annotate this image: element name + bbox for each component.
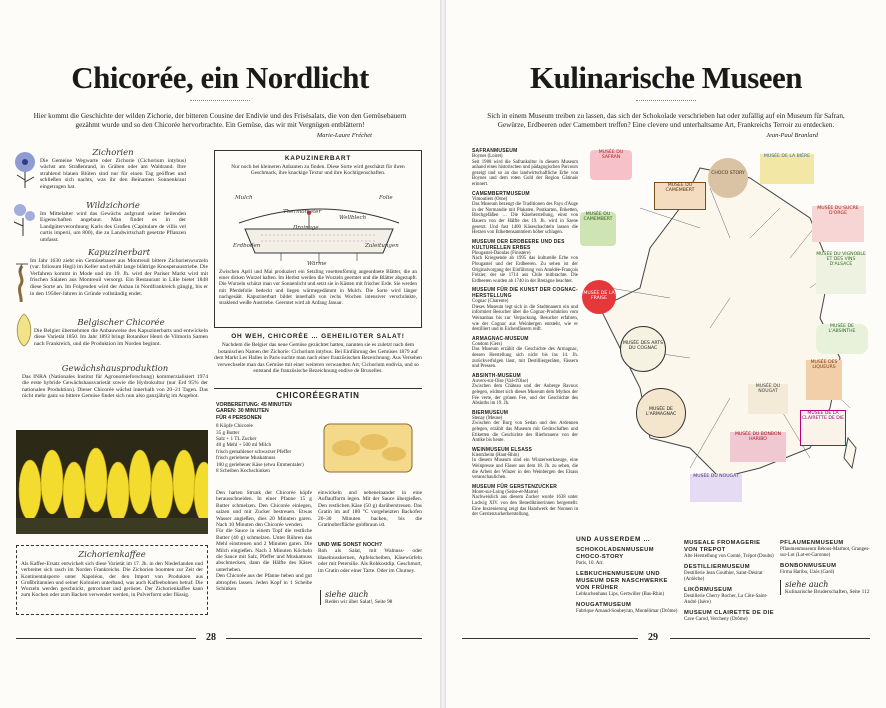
extra-name: DESTILLIERMUSEUM xyxy=(684,564,750,570)
intro-text: Sich in einem Museum treiben zu lassen, das sich der Schokolade verschrieben hat oder zufällig auf ein Museum für Safran, Gewürze, Erdbeeren oder Camembert treffen? Eine clevere und unterhaltsame Art, Frankreichs Terroir zu entdecken. xyxy=(487,112,845,129)
extra-name: MUSEALE FROMAGERIE VON TREPOT xyxy=(684,540,761,553)
label-thermometer: Thermometer xyxy=(283,209,322,215)
label-folie: Folie xyxy=(379,195,393,201)
extra-loc: Alte Herstellung von Comté, Trépot (Doubs) xyxy=(684,554,774,559)
box-zichorienkaffee xyxy=(16,545,208,615)
gratin-dish-sketch xyxy=(318,402,418,486)
map-label-absinthe: MUSÉE DE L'ABSINTHE xyxy=(816,324,868,354)
museum-location: Condom (Gers) xyxy=(472,341,502,347)
map-label-liqueurs: MUSÉE DES LIQUEURS xyxy=(806,360,842,400)
section-title: Zichorienkaffee xyxy=(78,550,146,560)
museum-desc: Nach Kriegsende ab 1995 das kulturelle Erbe von Plougastel und der Erdbeeren. Zu sehen ist der Originalvorgang der Einführung von Amédée-François Frézier, der sie 1714 aus Chile mitbrachte. Die Erdbeeren wurden ab 1740 in der Bretagne beachtet. xyxy=(472,256,578,284)
extra-name: LEBKUCHENMUSEUM UND MUSEUM DER NASCHWERKE VON FRÜHER xyxy=(576,571,668,591)
label-waerme: Wärme xyxy=(307,261,327,267)
ingredient: 35 g Butter xyxy=(216,429,240,436)
page-number-right: 29 xyxy=(648,632,658,643)
section-text: Das INRA (Nationales Institut für Agronomieforschung) kommerzialisiert 1974 die erste hybride Gewächshausvarietät sowie die Hydrokultur (nur Erd 95% der nationalen Produktion). Dieser Chicorée wächst innerhalb von 20–21 Tagen. Das nicht mehr ganz so bittere Gemüse findet sich nun also ganzjährig im Angebot. xyxy=(22,373,208,400)
intro-left xyxy=(28,112,412,140)
box-text-2: Zwischen April und Mai produziert ein Setzling rosettenförmig angeordnete Blätter, die an einer dicken Wurzel haften. Im Herbst werden die Wurzeln geerntet und die Blätter abgezupft. Die Wurzeln schützt man vor Sonnenlicht und setzt sie in Kästen mit frischer Erde. Sie werden mit Pferdefolie bedeckt und liegen wärmegedämmt in Mulch. Die Sorte wird länger nachgesäät. Kapuzinerbart bildet innerhalb von rechs Wochen intensiver verschränkte, straklend weiße Austriebe. Geerntet wird ab Anfang Januar. xyxy=(219,269,417,307)
ingredient: 8 Köpfe Chicorée xyxy=(216,423,253,430)
museum-name: ABSINTH-MUSEUM xyxy=(472,372,521,379)
museum-entry xyxy=(472,373,578,407)
section-text: Als Kaffee-Ersatz entwickelt sich diese Varietät im 17. Jh. in den Niederlanden und verbreitet sich rasch im Norden Frankreichs. Die Zichorien boomten zur Zeit der Kontinentalsperre unter Napoléon, der den Import von Produkten aus Großbritannien und seiner Kolonien unterband, was auch Kaffeebohnen betraf. Die Wurzeln werden geschnickt, getrocknet und geröstet. Der Zichorienkaffee kann zum Kochen oder zum Backen verwendet werden, in Pulverform oder flüssig. xyxy=(21,561,203,599)
museum-name: WEINMUSEUM ELSASS xyxy=(472,446,533,453)
tip-title: UND WIE SONST NOCH? xyxy=(318,542,383,548)
section-text: Die Gemeine Wegwarte oder Zichorie (Cichorium intybus) wächst am Straßenrand, in Gräben oder am Waldrand. Ihre strahlend blauen Blüten sind nur für einen Tag geöffnet und schließen sich nachts, was ihr den Beinamen Sonnenkraut eingetragen hat. xyxy=(40,157,186,190)
extras-col-1 xyxy=(576,536,680,619)
see-also-ref: Reden wir über Salat!, Seite 98 xyxy=(325,599,393,605)
page-number-left: 28 xyxy=(206,632,216,643)
section-belgischer-chicoree xyxy=(34,320,208,347)
museum-location: Cognac (Charente) xyxy=(472,299,509,305)
box-kapuzinerbart xyxy=(214,150,422,328)
section-salat xyxy=(214,334,422,374)
section-title: Gewächshausproduktion xyxy=(61,364,169,374)
author-right: Jean-Paul Branlard xyxy=(766,132,818,139)
see-also-label: siehe auch xyxy=(785,580,829,589)
ingredient: 8 Scheiben Kochschinken xyxy=(216,468,270,475)
page-title-left: Chicorée, ein Nordlicht xyxy=(71,60,369,95)
title-ornament xyxy=(636,100,696,101)
museum-location: Plougastel-Daoulas (Finistère) xyxy=(472,250,531,256)
museum-desc: Seit 1988 wird die Safrankultur in diesem Museum anhand eines historischen und pädagogischen Parcours gezeigt und so an das landwirtschaftliche Erbe von Boynes und dem roten Gold der Region Gâtinais erinnert. xyxy=(472,159,578,187)
extra-loc: Paris, 10. Arr. xyxy=(576,561,604,566)
museum-location: Moret-sur-Loing (Seine-et-Marne) xyxy=(472,489,539,495)
section-kapuzinerbart xyxy=(30,250,208,297)
map-label-armagnac: MUSÉE DE L'ARMAGNAC xyxy=(636,388,686,438)
extra-name: NOUGATMUSEUM xyxy=(576,602,632,608)
museum-entry xyxy=(472,191,578,236)
museum-name: MUSEUM FÜR GERSTENZUCKER xyxy=(472,483,558,490)
ingredient: frisch gemahlener schwarzer Pfeffer xyxy=(216,448,292,455)
extra-loc: Lebkuchenhaus Lips, Gertwiller (Bas-Rhin) xyxy=(576,592,665,597)
chicory-flower-sketch xyxy=(8,148,42,188)
museum-entry xyxy=(472,287,578,333)
museum-entry xyxy=(472,239,578,285)
map-label-nougat: MUSÉE DU NOUGAT xyxy=(748,384,788,414)
section-title: Wildzichorie xyxy=(86,201,140,211)
museum-list xyxy=(472,148,578,521)
ingredient: frisch geriebene Muskatnuss xyxy=(216,455,276,462)
museum-desc: Das Museum bezeugt die Traditionen des Pays d'Auge in der Normandie mit Plakaten, Postkarten, Etiketten, Blechgefäßen … Die Käseherstellung, einst von Bauern von der Hälfte des 19. Jh. wird in Szene gesetzt. Und fast 1400 Käseschachteln lassen die Herzen von Etikettensammlern höher schlagen. xyxy=(472,202,578,236)
page-title-right: Kulinarische Museen xyxy=(529,60,803,95)
museum-entry xyxy=(472,484,578,518)
section-text: Nachdem die Belgier das neue Gemüse gezüchtet hatten, nannten sie es zuletzt nach dem botanischen Namen der Zichorie: Cichorium intybus. Bei Einführung des Gemüses 1879 auf dem Markt Les Halles in Paris suchte man nach einer französischen Bezeichnung. Aus Versehen verwechselte man das Gemüse mit einer weiteren verwandten Art, Cichorium endivia, und so entstand die französische Bezeichnung endive de Bruxelles. xyxy=(214,342,422,375)
museum-entry xyxy=(472,447,578,481)
footer-rule xyxy=(16,638,196,639)
section-text: Im Mittelalter wird das Gewächs aufgrund seiner heilenden Eigenschaften angebaut. Man findet es in der Landgüterverordnung Karls des Großen (Capitulare de villis vel curtis imperii, um 800), die zu Landwirtschaft gesetzte Pflanzen umfasst. xyxy=(40,210,186,243)
title-ornament xyxy=(190,100,250,101)
recipe-title: CHICORÉEGRATIN xyxy=(214,388,422,400)
section-wildzichorie xyxy=(40,203,186,244)
extra-name: PFLAUMENMUSEUM xyxy=(780,540,844,546)
museum-entry xyxy=(472,148,578,188)
map-label-safran: MUSÉE DU SAFRAN xyxy=(590,150,632,180)
recipe-col-2: einwickeln und nebeneinander in eine Auflaufform legen. Mit der Sauce übergießen. Den restlichen Käse (50 g) darüberstreuen. Das Gratin im auf 180 °C vorgeheizten Backofen 20–30 Minuten backen, bis die Gratinoberfläche goldbraun ist. xyxy=(318,490,422,529)
map-label-clairette: MUSÉE DE LA CLAIRETTE DE DIE xyxy=(800,410,846,446)
right-page xyxy=(446,0,886,708)
museum-location: Auvers-sur-Oise (Val-d'Oise) xyxy=(472,378,529,384)
museum-name: MUSEUM FÜR DIE KUNST DER COGNAC-HERSTELLUNG xyxy=(472,287,578,300)
map-label-chocostory: CHOCO STORY xyxy=(708,158,748,198)
section-title: Kapuzinerbart xyxy=(87,248,151,258)
museum-desc: Das Museum erzählt die Geschichte des Armagnac, dessen Herstellung sich nicht bis ins 14. Jh. zurückverfolgen lässt, mit Destilliergeräten, Fässern und Pressen. xyxy=(472,347,578,370)
see-also-label: siehe auch xyxy=(325,590,369,599)
map-label-camembert-box: MUSÉE DU CAMEMBERT xyxy=(580,212,616,246)
museum-name: MUSEUM DER ERDBEERE UND DES KULTURELLEN ERBES xyxy=(472,238,565,251)
see-also-left xyxy=(320,590,416,605)
see-also-right xyxy=(780,580,874,595)
intro-text: Hier kommt die Geschichte der wilden Zichorie, der bitteren Cousine der Endivie und des Frisésalats, die von den Gemüsebauern gezähmt wurde und so den Chicorée hervorbrachte. Ein Gemüse, das wir mit Vergnügen entblättern! xyxy=(33,112,407,129)
intro-right xyxy=(474,112,858,140)
extra-loc: Firma Haribo, Uzès (Gard) xyxy=(780,570,835,575)
extra-name: SCHOKOLADENMUSEUM CHOCO-STORY xyxy=(576,547,654,560)
label-erdboden: Erdboden xyxy=(233,243,261,249)
map-label-cognac: MUSÉE DES ARTS DU COGNAC xyxy=(620,326,666,372)
museum-desc: Dieses Museum legt sich in die Stadtmauern ein und informiert Besucher über die Cognac-Produktion vom Weinanbau bis zur Verpackung. Besucher erfahren, wie der Cognac aus Weinbergen entsteht, wie er destilliert und in Eichenfässern reift. xyxy=(472,304,578,333)
label-wellblech: Wellblech xyxy=(339,215,367,221)
tip-block xyxy=(318,542,422,574)
section-title: Zichorien xyxy=(92,148,134,158)
map-label-biere: MUSÉE DE LA BIÈRE xyxy=(760,154,814,184)
museum-map xyxy=(580,148,870,523)
museum-location: Vimoutiers (Orne) xyxy=(472,196,508,202)
museum-name: SAFRANMUSEUM xyxy=(472,148,518,154)
section-text: Im Jahr 1630 zieht ein Gemüsebauer aus Montreuil bittere Zichorienwurzeln (var. foliosum Hegi) im Keller und erhält lange blättrige Knospenaustriebe. Die Verfahren kommt in Mode und im 19. Jh. wird der Pariser Markt wird mit frischen Salaten aus Montreuil versorgt. Ein Restaurant in Lille bietet 1848 diese Sorte an. Im Folgenden wird der Anbau in Nordfrankreich gängig, bis er in den 1950er-Jahren in Gründe vollständig endet. xyxy=(30,257,209,297)
section-title: Belgischer Chicorée xyxy=(77,318,165,328)
footer-rule xyxy=(226,638,422,639)
map-label-camembert: MUSÉE DU CAMEMBERT xyxy=(654,182,706,210)
tip-text: Roh als Salat, mit Walnuss- oder Haselnusskernen, Apfelscheiben, Käsewürfeln oder mit Petersilie. Als Rohkostdip. Geschmort, im Gratin oder einer Tarte. Oder im Chutney. xyxy=(318,548,422,574)
forcing-bed-diagram xyxy=(221,195,417,267)
section-gewaechshaus xyxy=(22,366,208,400)
ingredient: 100 g geriebener Käse (etwa Emmentaler) xyxy=(216,461,304,468)
footer-rule xyxy=(462,638,638,639)
label-mulch: Mulch xyxy=(235,195,253,201)
ingredient: 40 g Mehl + 500 ml Milch xyxy=(216,442,272,449)
extra-name: BONBONMUSEUM xyxy=(780,563,837,569)
map-label-nougat-2: MUSÉE DU NOUGAT xyxy=(690,474,742,502)
museum-desc: Zwischen der Burg von Sedan und den Ardennen gelegen, erzählt das Museum mit Gerätschaften und Etiketten die Geschichte des Bierbrauens von der Antike bis heute. xyxy=(472,421,578,444)
section-text: Die Belgier übernehmen die Anbauweise des Kapuzinerbarts und entwickeln diese Varietät 1850. Im Jahr 1893 bringt Botaniker Henri de Vilmorin Samen nach Frankreich, und die Produktion im Norden beginnt. xyxy=(34,327,208,347)
museum-desc: Zwischen dem Château und der Auberge Ravoux gelegen, widmet sich dieses Museum dem Mythos der Fée verte, der grünen Fee, und der Geschichte des Absinths im 19. Jh. xyxy=(472,384,578,407)
section-title: OH WEH, CHICORÉE … GEHEILIGTER SALAT! xyxy=(231,333,405,340)
box-text: Nur noch bei kleineren Anbauten zu finden. Diese Sorte wird geschätzt für ihren Geschmack, ihre knackige Textur und ihre Kochtigenschaften. xyxy=(231,164,405,177)
box-title: KAPUZINERBART xyxy=(284,155,352,162)
museum-entry xyxy=(472,410,578,444)
extra-loc: Fabrique Arnaud-Soubeyran, Montélimar (Drôme) xyxy=(576,609,678,614)
endive-photo xyxy=(16,430,208,534)
wild-chicory-sketch xyxy=(8,200,38,236)
recipe-meta: VORBEREITUNG: 45 MINUTEN GAREN: 30 MINUTEN FÜR 4 PERSONEN xyxy=(216,402,292,421)
label-drainage: Drainage xyxy=(293,225,319,231)
map-label-fraise: MUSÉE DE LA FRAISE xyxy=(582,280,616,314)
ingredient: Salz + 1 TL Zucker xyxy=(216,436,257,443)
museum-name: ARMAGNAC-MUSEUM xyxy=(472,335,529,342)
extra-name: MUSEUM CLAIRETTE DE DIE xyxy=(684,610,775,616)
extra-loc: Destillerie Jean Gouthier, Saint-Désirat (Ardèche) xyxy=(684,571,763,582)
museum-desc: Nachweislich aus diesem Zucker wurde 1638 unter Ludwig XIV. von den Benediktinerinnen hergestellt. Eine Inszenierung zeigt das Handwerk der Nonnen in der Gerstenzuckerherstellung. xyxy=(472,495,578,518)
museum-name: CAMEMBERTMUSEUM xyxy=(472,190,530,197)
extras-col-2 xyxy=(684,540,776,627)
recipe-col-1: Den harten Strunk der Chicorée köpfe herausschneiden. In einer Pfanne 15 g Butter schmelzen. Den Chicorée einlegen, salzen und mit Zucker bestreuen. Etwas Wasser angießen, dies 20 Minuten garen. Nach 10 Minuten den Chicorée wenden. Für die Sauce in einem Topf die restliche Butter (40 g) schmelzen. Unter Rühren das Mehl einstreuen und 2 Minuten garen. Die Milch eingießen. Nach 3 Minuten Köcheln die Sauce mit Salz, Pfeffer und Muskatnuss abschmecken, dann die Hälfte des Käses unterheben. Den Chicorée aus der Pfanne heben und gut abtropfen lassen. Jeden Kopf in 1 Scheibe Schinken xyxy=(216,490,312,593)
museum-location: Kientzheim (Haut-Rhin) xyxy=(472,452,520,458)
museum-name: BIERMUSEUM xyxy=(472,409,509,416)
author-left: Marie-Laure Fréchet xyxy=(316,132,372,139)
extra-loc: Cave Carod, Vercheny (Drôme) xyxy=(684,617,748,622)
left-page xyxy=(0,0,440,708)
footer-rule xyxy=(670,638,870,639)
map-label-sucre: MUSÉE DU SUCRE D'ORGE xyxy=(812,206,864,242)
extra-loc: Pflaumenmuseum Bétous-Marmot, Granges-sur-Lot (Lot-et-Garonne) xyxy=(780,547,870,558)
extras-heading: UND AUSSERDEM … xyxy=(576,536,651,543)
map-label-bonbon: MUSÉE DU BONBON HARIBO xyxy=(730,432,786,462)
museum-location: Boynes (Loiret) xyxy=(472,154,503,159)
extras-col-3 xyxy=(780,540,874,595)
recipe-ingredients xyxy=(216,402,308,474)
museum-desc: In diesem Museum sind ein Winzerwerkzeuge, eine Weinpresse und Fässer aus dem 18. Jh. zu sehen, die die Arbeit der Winzer in den Weinbergen des Elsass veranschaulichen. xyxy=(472,458,578,481)
museum-entry xyxy=(472,336,578,370)
extra-name: LIKÖRMUSEUM xyxy=(684,587,733,593)
extra-loc: Destillerie Cherry Rocher, La Côte-Saint-André (Isère) xyxy=(684,594,768,605)
see-also-ref: Kulinarische Bruderschaften, Seite 112 xyxy=(785,589,870,595)
map-label-vin: MUSÉE DU VIGNOBLE ET DES VINS D'ALSACE xyxy=(816,252,866,294)
section-zichorien xyxy=(40,150,186,191)
label-zuleitungen: Zuleitungen xyxy=(365,243,399,249)
museum-location: Stenay (Meuse) xyxy=(472,415,503,421)
